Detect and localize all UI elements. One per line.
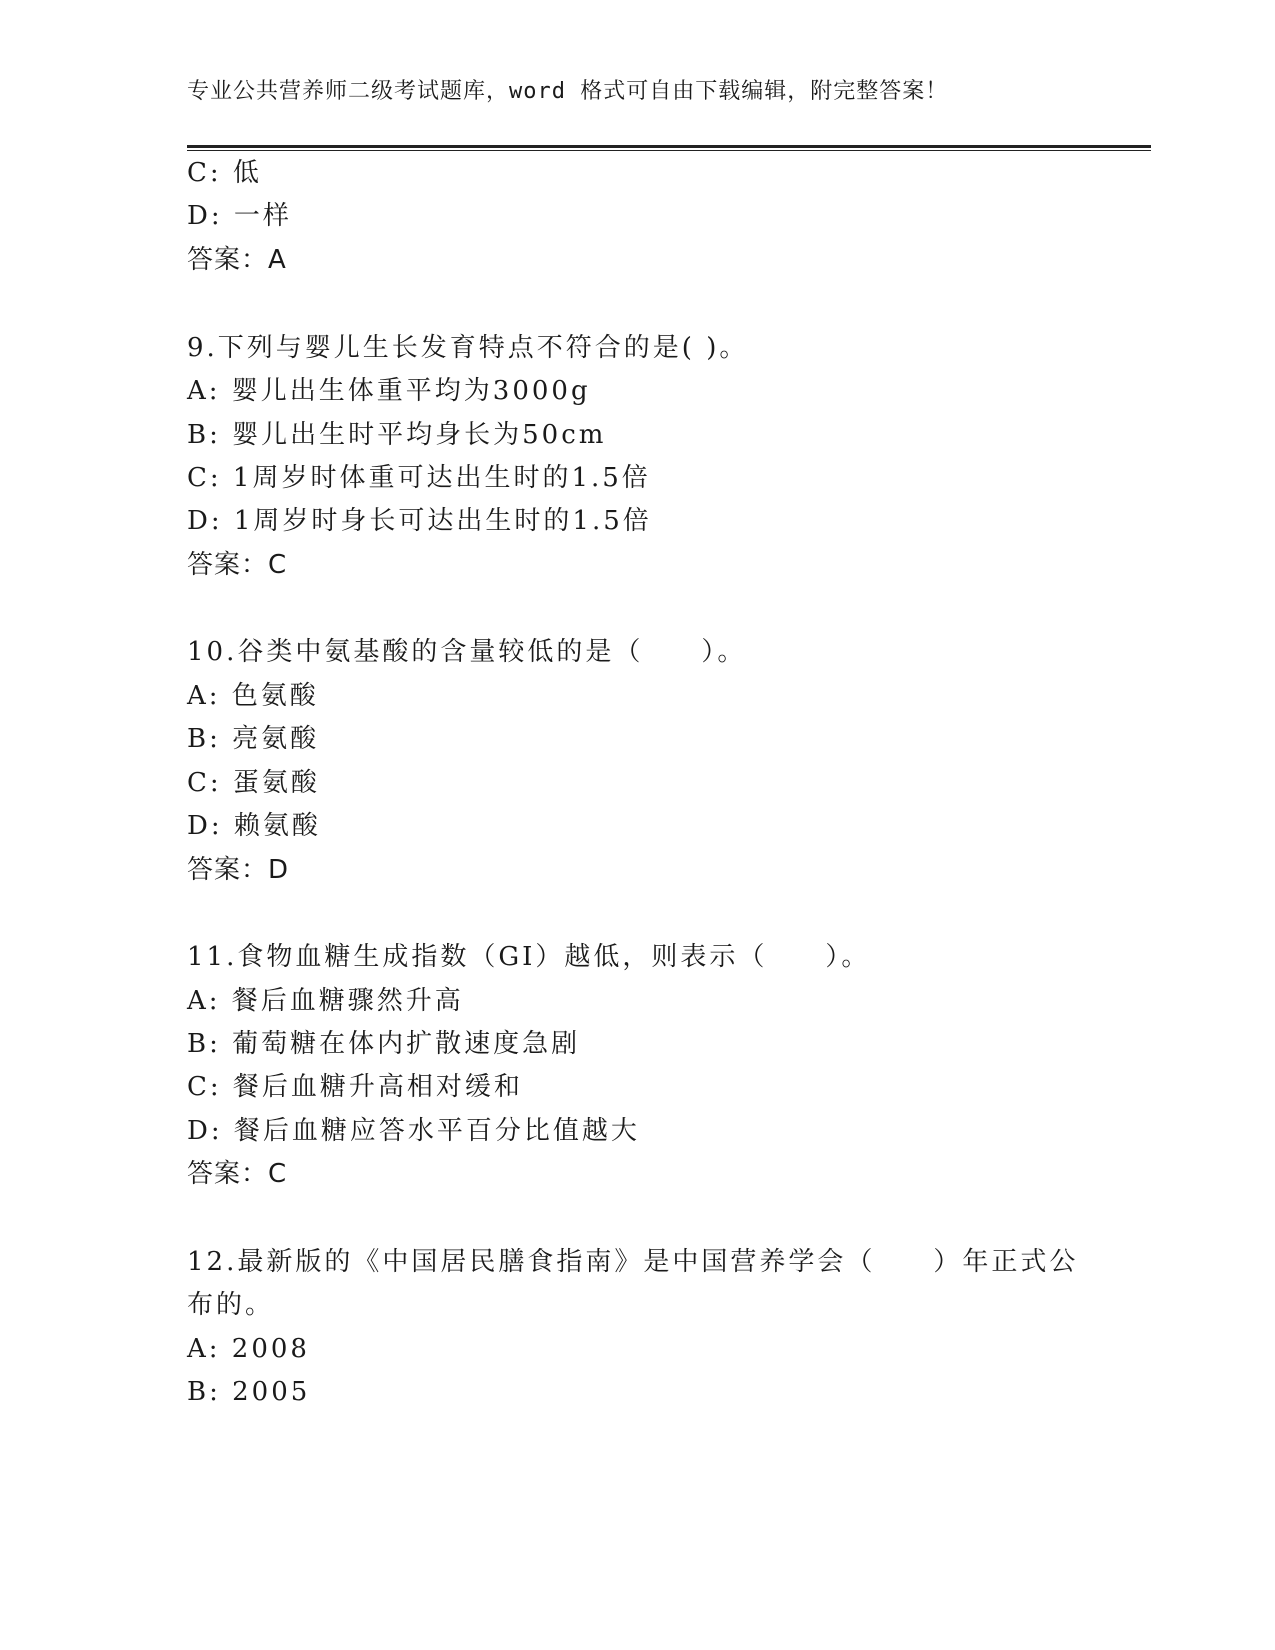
q8-option-c: C: 低 bbox=[187, 158, 262, 188]
q9-option-d: D: 1周岁时身长可达出生时的1.5倍 bbox=[187, 506, 652, 536]
q9-option-a: A: 婴儿出生体重平均为3000g bbox=[187, 376, 591, 406]
q10-option-a: A: 色氨酸 bbox=[187, 681, 319, 711]
q10-stem: 10.谷类中氨基酸的含量较低的是（ ）。 bbox=[187, 637, 747, 667]
q12-stem-line2: 布的。 bbox=[187, 1290, 275, 1320]
q11-option-c: C: 餐后血糖升高相对缓和 bbox=[187, 1072, 523, 1102]
q11-option-a: A: 餐后血糖骤然升高 bbox=[187, 986, 464, 1016]
q9-stem: 9.下列与婴儿生长发育特点不符合的是( )。 bbox=[187, 333, 749, 363]
page-header: 专业公共营养师二级考试题库，word 格式可自由下载编辑，附完整答案！ bbox=[187, 79, 949, 104]
q12-stem-line1: 12.最新版的《中国居民膳食指南》是中国营养学会（ ）年正式公 bbox=[187, 1247, 1079, 1277]
q9-answer: 答案：C bbox=[187, 550, 288, 580]
q9-option-c: C: 1周岁时体重可达出生时的1.5倍 bbox=[187, 463, 651, 493]
q9-option-b: B: 婴儿出生时平均身长为50cm bbox=[187, 420, 607, 450]
q10-answer: 答案：D bbox=[187, 855, 290, 885]
q11-option-d: D: 餐后血糖应答水平百分比值越大 bbox=[187, 1116, 640, 1146]
q8-option-d: D: 一样 bbox=[187, 201, 292, 231]
q11-stem: 11.食物血糖生成指数（GI）越低，则表示（ ）。 bbox=[187, 942, 871, 972]
q10-option-c: C: 蛋氨酸 bbox=[187, 768, 320, 798]
q12-option-a: A: 2008 bbox=[187, 1334, 310, 1364]
q11-answer: 答案：C bbox=[187, 1159, 288, 1189]
q8-answer: 答案：A bbox=[187, 245, 287, 275]
q10-option-b: B: 亮氨酸 bbox=[187, 724, 320, 754]
q12-option-b: B: 2005 bbox=[187, 1377, 311, 1407]
header-rule-thick bbox=[187, 145, 1151, 148]
q11-option-b: B: 葡萄糖在体内扩散速度急剧 bbox=[187, 1029, 581, 1059]
q10-option-d: D: 赖氨酸 bbox=[187, 811, 321, 841]
header-rule-thin bbox=[187, 150, 1151, 151]
